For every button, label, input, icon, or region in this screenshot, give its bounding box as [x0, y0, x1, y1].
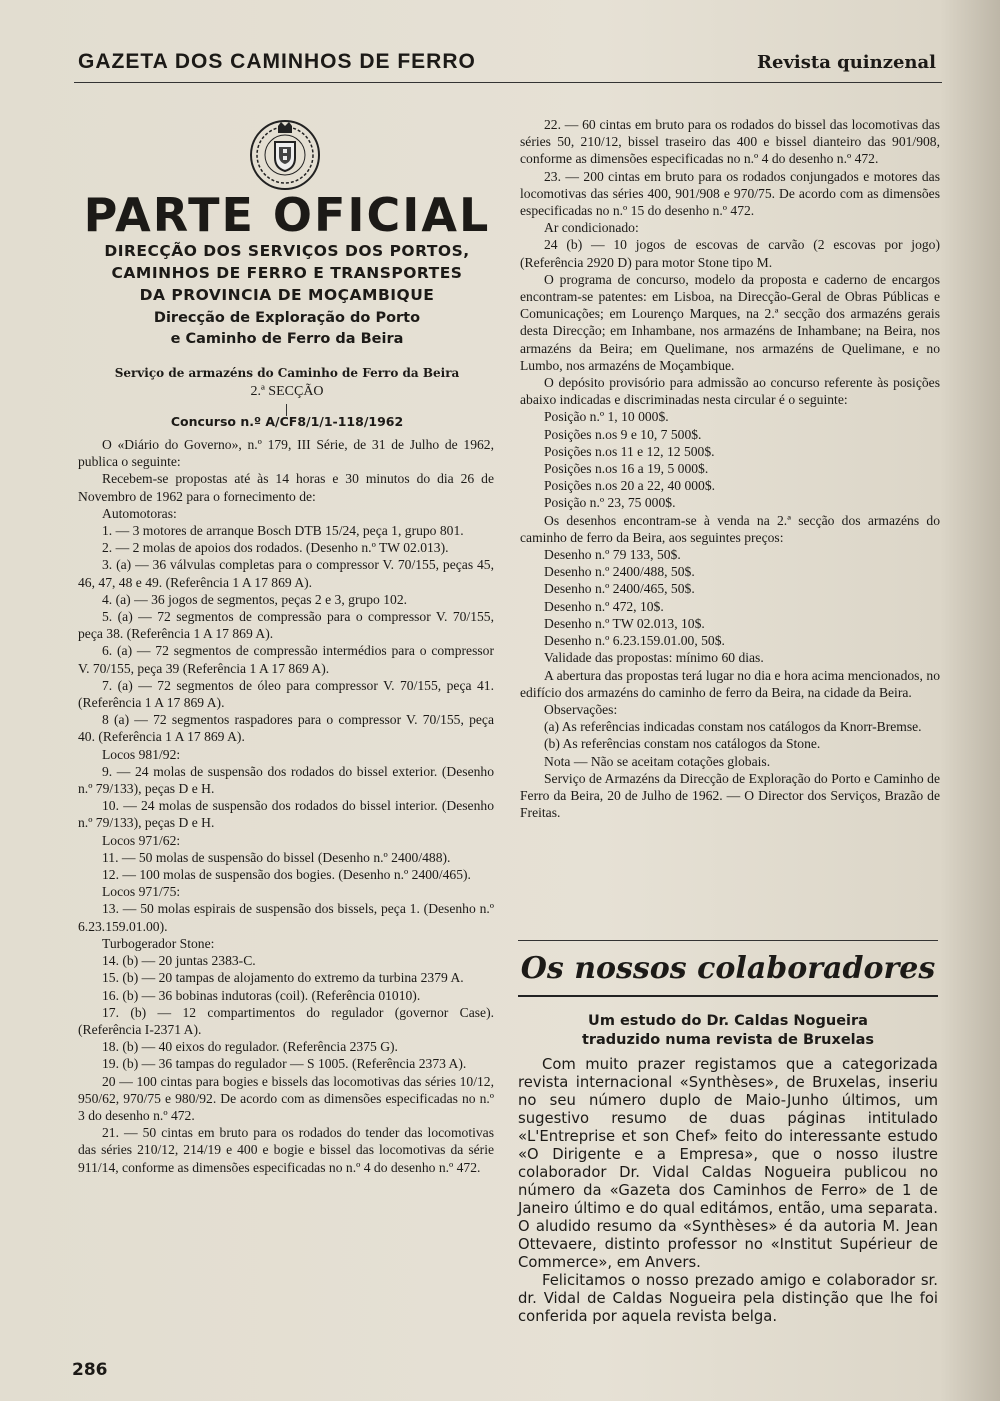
text-paragraph: Posição n.º 1, 10 000$.: [544, 409, 669, 425]
text-paragraph: 24 (b) — 10 jogos de escovas de carvão (2 escovas por jogo) (Referência 2920 D) para motor Stone tipo M.: [520, 237, 940, 270]
text-paragraph: 17. (b) — 12 compartimentos do regulador (governor Case). (Referência I-2371 A).: [78, 1004, 494, 1037]
text-paragraph: 23. — 200 cintas em bruto para os rodados conjungados e motores das locomotivas das séries 400, 901/908 e 970/75. De acordo com as dimensões especificadas no n.º 15 do desenho n.º 472.: [520, 168, 940, 219]
colab-article: [518, 1056, 938, 1326]
text-paragraph: 10. — 24 molas de suspensão dos rodados do bissel interior. (Desenho n.º 79/133), peças D e H.: [78, 798, 494, 831]
text-paragraph: 13. — 50 molas espirais de suspensão dos bissels, peça 1. (Desenho n.º 6.23.159.01.00).: [78, 901, 494, 934]
text-paragraph: Desenho n.º TW 02.013, 10$.: [544, 615, 705, 631]
text-paragraph: Posições n.os 9 e 10, 7 500$.: [544, 426, 702, 442]
colab-subheading: [518, 1012, 938, 1050]
text-paragraph: Posições n.os 20 a 22, 40 000$.: [544, 478, 716, 494]
text-paragraph: 5. (a) — 72 segmentos de compressão para o compressor V. 70/155, peça 38. (Referência 1 A 17 869 A).: [78, 609, 494, 642]
colab-paragraph: Felicitamos o nosso prezado amigo e colaborador sr. dr. Vidal de Caldas Nogueira pela distinção que lhe foi conferida por aquela revista belga.: [518, 1272, 938, 1325]
service-name: Serviço de armazéns do Caminho de Ferro da Beira: [114, 366, 460, 380]
text-paragraph: 22. — 60 cintas em bruto para os rodados do bissel das locomotivas das séries 50, 210/12, bissel traseiro das 400 e bissel dianteiro das 901/908, conforme as dimensões especificadas no n.º 4 do desenho n.º 472.: [520, 117, 940, 167]
text-paragraph: O «Diário do Governo», n.º 179, III Série, de 31 de Julho de 1962, publica o seguinte:: [78, 437, 494, 470]
text-paragraph: 1. — 3 motores de arranque Bosch DTB 15/24, peça 1, grupo 801.: [102, 523, 464, 539]
text-paragraph: 19. (b) — 36 tampas do regulador — S 1005. (Referência 2373 A).: [102, 1056, 467, 1072]
direction-line-1: DIRECÇÃO DOS SERVIÇOS DOS PORTOS,: [104, 242, 470, 260]
text-paragraph: Desenho n.º 2400/488, 50$.: [544, 564, 695, 580]
page-number: 286: [72, 1360, 108, 1380]
text-paragraph: Posições n.os 16 a 19, 5 000$.: [544, 461, 709, 477]
coat-of-arms-icon: [248, 118, 322, 192]
text-paragraph: Locos 981/92:: [102, 746, 181, 762]
text-paragraph: Posição n.º 23, 75 000$.: [544, 495, 676, 511]
text-paragraph: 12. — 100 molas de suspensão dos bogies. (Desenho n.º 2400/465).: [102, 867, 471, 883]
left-column-text: [78, 436, 494, 1176]
text-paragraph: 11. — 50 molas de suspensão do bissel (Desenho n.º 2400/488).: [102, 849, 451, 865]
section-separator: [518, 940, 938, 941]
section-label: 2.ª SECÇÃO: [250, 384, 324, 399]
text-paragraph: Desenho n.º 2400/465, 50$.: [544, 581, 695, 597]
subdirection-heading: [78, 308, 496, 350]
text-paragraph: Locos 971/62:: [102, 832, 181, 848]
text-paragraph: Os desenhos encontram-se à venda na 2.ª secção dos armazéns do caminho de ferro da Beira, aos seguintes preços:: [520, 512, 940, 545]
text-paragraph: 8 (a) — 72 segmentos raspadores para o compressor V. 70/155, peça 40. (Referência 1 A 17 869 A).: [78, 712, 494, 745]
text-paragraph: Posições n.os 11 e 12, 12 500$.: [544, 443, 715, 459]
text-paragraph: Recebem-se propostas até às 14 horas e 30 minutos do dia 26 de Novembro de 1962 para o fornecimento de:: [78, 471, 494, 504]
colab-heading: Os nossos colaboradores: [520, 951, 936, 986]
text-paragraph: 14. (b) — 20 juntas 2383-C.: [102, 953, 256, 969]
text-paragraph: Serviço de Armazéns da Direcção de Exploração do Porto e Caminho de Ferro da Beira, 20 de Julho de 1962. — O Director dos Serviços, Brazão de Freitas.: [520, 770, 940, 821]
magazine-subtitle: Revista quinzenal: [757, 52, 936, 73]
concurso-number: Concurso n.º A/CF8/1/1-118/1962: [170, 414, 404, 429]
text-paragraph: 20 — 100 cintas para bogies e bissels das locomotivas das séries 10/12, 950/62, 970/75 e 980/92. De acordo com as dimensões especificadas no n.º 3 do desenho n.º 472.: [78, 1073, 494, 1123]
text-paragraph: 3. (a) — 36 válvulas completas para o compressor V. 70/155, peças 45, 46, 47, 48 e 49. (Referência 1 A 17 869 A).: [78, 557, 494, 590]
page-title: PARTE OFICIAL: [83, 188, 491, 242]
text-paragraph: 16. (b) — 36 bobinas indutoras (coil). (Referência 01010).: [102, 987, 421, 1003]
text-paragraph: Desenho n.º 472, 10$.: [544, 598, 664, 614]
colab-paragraph: Com muito prazer registamos que a categorizada revista internacional «Synthèses», de Bruxelas, inseriu no seu número duplo de Maio-Junho últimos, um sugestivo resumo de duas páginas intitulado «L'Entreprise et son Chef» feito do interessante estudo «O Dirigente e a Empresa», que o nosso ilustre colaborador Dr. Vidal Caldas Nogueira publicou no número da «Gazeta dos Caminhos de Ferro» de 1 de Janeiro último e do qual editámos, então, uma separata. O aludido resumo da «Synthèses» é da autoria M. Jean Ottevaere, distinto professor no «Institut Supérieur de Commerce», em Anvers.: [518, 1056, 938, 1271]
colab-subtitle-1: Um estudo do Dr. Caldas Nogueira: [588, 1013, 868, 1029]
text-paragraph: Observações:: [544, 701, 618, 717]
colab-heading-rule: [518, 995, 938, 997]
text-paragraph: 9. — 24 molas de suspensão dos rodados do bissel exterior. (Desenho n.º 79/133), peças D e H.: [78, 763, 494, 797]
subdirection-line-2: e Caminho de Ferro da Beira: [170, 331, 404, 347]
text-paragraph: 6. (a) — 72 segmentos de compressão intermédios para o compressor V. 70/155, peça 39 (Referência 1 A 17 869 A).: [78, 643, 494, 676]
subdirection-line-1: Direcção de Exploração do Porto: [153, 310, 421, 326]
text-paragraph: (b) As referências constam nos catálogos da Stone.: [544, 736, 821, 752]
text-paragraph: 4. (a) — 36 jogos de segmentos, peças 2 e 3, grupo 102.: [102, 591, 408, 607]
text-paragraph: 18. (b) — 40 eixos do regulador. (Referência 2375 G).: [102, 1039, 398, 1055]
text-paragraph: Locos 971/75:: [102, 884, 181, 900]
text-paragraph: Ar condicionado:: [544, 220, 639, 236]
right-column-text: [520, 116, 940, 821]
text-paragraph: Desenho n.º 6.23.159.01.00, 50$.: [544, 633, 725, 649]
text-paragraph: 21. — 50 cintas em bruto para os rodados do tender das locomotivas das séries 210/12, 214/19 e 400 e bogie e bissel das locomotivas da série 911/14, conforme as dimensões especificadas no n.º 4 do desenho n.º 472.: [78, 1125, 494, 1175]
text-paragraph: 2. — 2 molas de apoios dos rodados. (Desenho n.º TW 02.013).: [102, 540, 449, 556]
text-paragraph: Nota — Não se aceitam cotações globais.: [544, 753, 771, 769]
text-paragraph: Desenho n.º 79 133, 50$.: [544, 547, 681, 563]
text-paragraph: A abertura das propostas terá lugar no dia e hora acima mencionados, no edifício dos armazéns do caminho de ferro da Beira, na cidade da Beira.: [520, 667, 940, 700]
header-rule: [74, 82, 942, 83]
text-paragraph: O programa de concurso, modelo da proposta e caderno de encargos encontram-se patentes: em Lisboa, na Direcção-Geral de Obras Públicas e Comunicações; em Lourenço Marques, na 2.ª secção dos armazéns gerais desta Direcção; em Inhambane, nos armazéns de Inhambane; na Beira, nos armazéns da Beira; em Quelimane, nos armazéns de Quelimane, e no Lumbo, nos armazéns de Moçambique.: [520, 271, 940, 373]
text-paragraph: Automotoras:: [102, 505, 177, 521]
direction-heading: [78, 240, 496, 306]
text-paragraph: 15. (b) — 20 tampas de alojamento do extremo da turbina 2379 A.: [102, 970, 464, 986]
text-paragraph: (a) As referências indicadas constam nos catálogos da Knorr-Bremse.: [544, 719, 922, 735]
text-paragraph: Validade das propostas: mínimo 60 dias.: [544, 650, 764, 666]
direction-line-2: CAMINHOS DE FERRO E TRANSPORTES: [111, 264, 463, 282]
colab-subtitle-2: traduzido numa revista de Bruxelas: [581, 1032, 875, 1048]
magazine-title: GAZETA DOS CAMINHOS DE FERRO: [78, 50, 476, 73]
text-paragraph: 7. (a) — 72 segmentos de óleo para compressor V. 70/155, peça 41. (Referência 1 A 17 869 A).: [78, 677, 494, 711]
text-paragraph: Turbogerador Stone:: [102, 935, 215, 951]
direction-line-3: DA PROVINCIA DE MOÇAMBIQUE: [139, 286, 435, 304]
text-paragraph: O depósito provisório para admissão ao concurso referente às posições abaixo indicadas e discriminadas nesta circular é o seguinte:: [520, 375, 940, 408]
